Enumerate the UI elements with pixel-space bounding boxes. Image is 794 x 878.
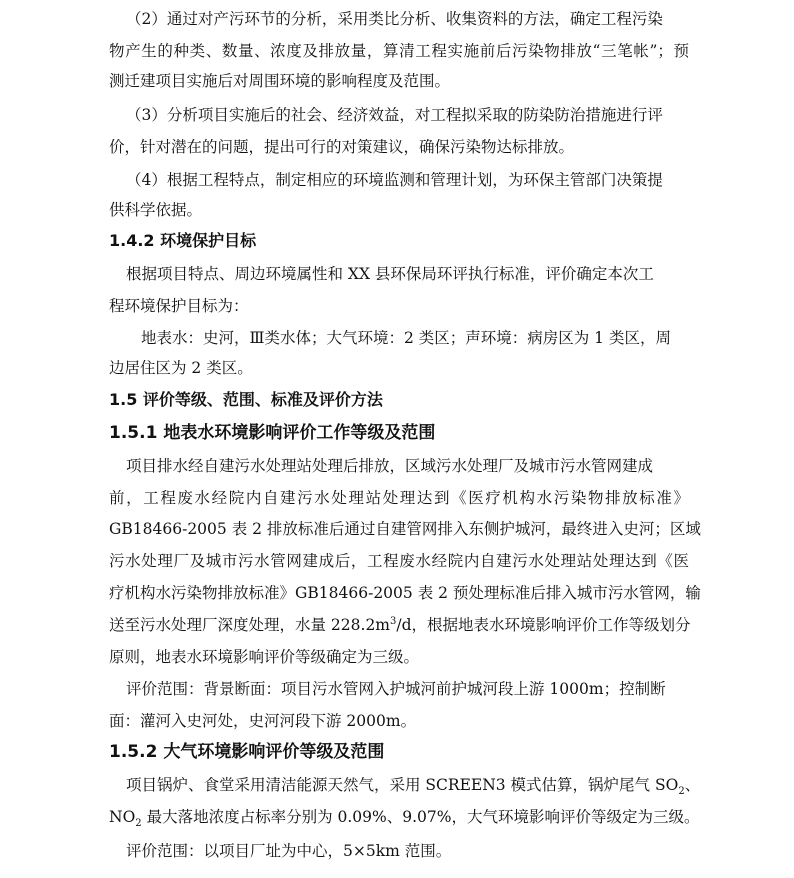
paragraph-line: 程环境保护目标为：	[109, 297, 249, 315]
paragraph-line	[109, 806, 700, 828]
paragraph-line: 物产生的种类、数量、浓度及排放量，算清工程实施前后污染物排放“三笔帐”；预	[109, 42, 689, 60]
section-heading: 1.5 评价等级、范围、标准及评价方法	[109, 390, 383, 409]
paragraph-line: （2）通过对产污环节的分析，采用类比分析、收集资料的方法，确定工程污染	[126, 10, 663, 28]
paragraph-line: 价，针对潜在的问题，提出可行的对策建议，确保污染物达标排放。	[109, 138, 575, 156]
paragraph-line	[109, 614, 691, 636]
paragraph-line: （4）根据工程特点，制定相应的环境监测和管理计划，为环保主管部门决策提	[126, 171, 663, 189]
text-run: NO	[109, 808, 136, 826]
superscript: 3	[390, 615, 397, 627]
paragraph-line	[126, 774, 700, 796]
subsection-heading: 1.5.2 大气环境影响评价等级及范围	[109, 742, 385, 762]
subscript: 2	[678, 786, 685, 798]
paragraph-line: （3）分析项目实施后的社会、经济效益，对工程拟采取的防染防治措施进行评	[126, 106, 663, 124]
paragraph-line: 污水处理厂及城市污水管网建成后，工程废水经院内自建污水处理站处理达到《医	[109, 552, 689, 570]
paragraph-line: 测迁建项目实施后对周围环境的影响程度及范围。	[109, 72, 451, 90]
text-run: 最大落地浓度占标率分别为 0.09%、9.07%，大气环境影响评价等级定为三级。	[141, 808, 700, 826]
paragraph-line: 评价范围：背景断面：项目污水管网入护城河前护城河段上游 1000m；控制断	[126, 680, 666, 698]
text-run: 项目锅炉、食堂采用清洁能源天然气，采用 SCREEN3 模式估算，锅炉尾气 SO	[126, 776, 679, 794]
paragraph-line: 根据项目特点、周边环境属性和 XX 县环保局环评执行标准，评价确定本次工	[126, 265, 654, 283]
paragraph-line: 评价范围：以项目厂址为中心，5×5km 范围。	[126, 842, 452, 860]
subscript: 2	[135, 818, 142, 830]
text-run: 、	[684, 776, 701, 794]
paragraph-line: 面：灌河入史河处，史河河段下游 2000m。	[109, 712, 417, 730]
paragraph-line: 供科学依据。	[109, 201, 203, 219]
paragraph-line: 原则，地表水环境影响评价等级确定为三级。	[109, 648, 420, 666]
section-heading: 1.4.2 环境保护目标	[109, 231, 257, 250]
text-run: 送至污水处理厂深度处理，水量 228.2m	[109, 616, 390, 634]
paragraph-line: 疗机构水污染物排放标准》GB18466-2005 表 2 预处理标准后排入城市污水管网，输	[109, 584, 701, 602]
paragraph-line: 边居住区为 2 类区。	[109, 359, 253, 377]
subsection-heading: 1.5.1 地表水环境影响评价工作等级及范围	[109, 423, 436, 443]
paragraph-line: 前，工程废水经院内自建污水处理站处理达到《医疗机构水污染物排放标准》	[109, 489, 689, 507]
text-run: /d，根据地表水环境影响评价工作等级划分	[396, 616, 691, 634]
paragraph-line: GB18466-2005 表 2 排放标准后通过自建管网排入东侧护城河，最终进入史河；区域	[109, 520, 701, 538]
paragraph-line: 地表水：史河，Ⅲ类水体；大气环境：2 类区；声环境：病房区为 1 类区，周	[141, 329, 671, 347]
paragraph-line: 项目排水经自建污水处理站处理后排放，区域污水处理厂及城市污水管网建成	[126, 457, 654, 475]
